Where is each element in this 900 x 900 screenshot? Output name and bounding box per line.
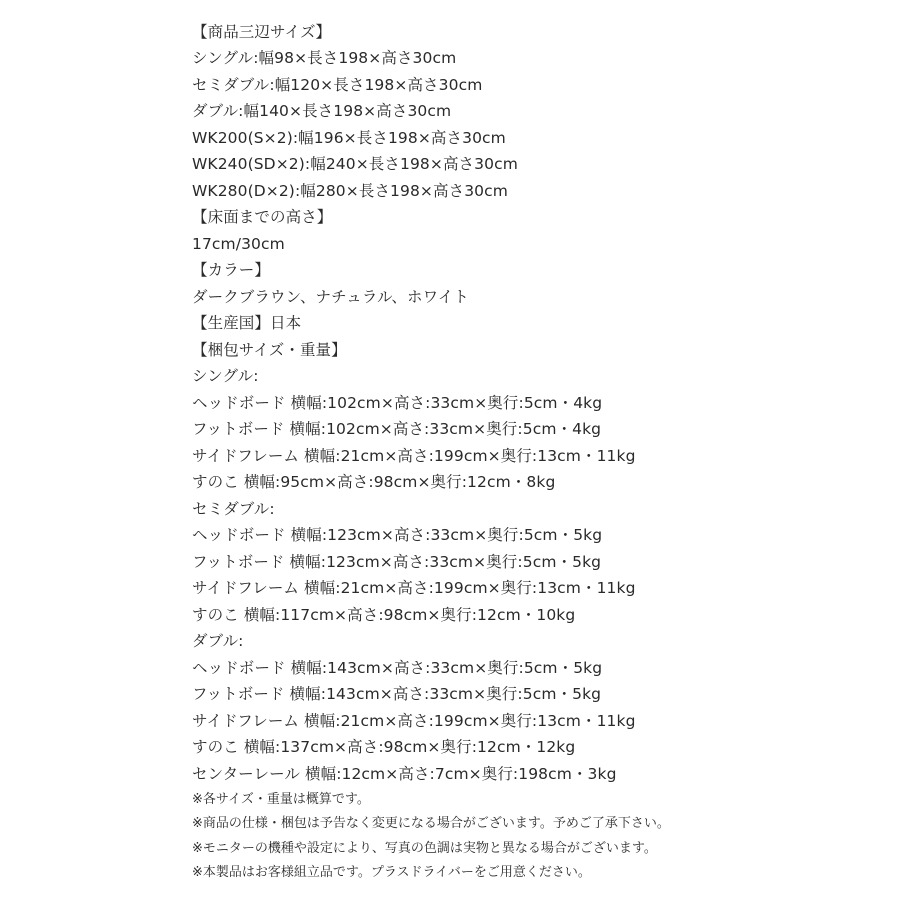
color-value: ダークブラウン、ナチュラル、ホワイト: [192, 288, 469, 306]
package-double-label: ダブル:: [192, 632, 244, 650]
note-monitor-color: ※モニターの機種や設定により、写真の色調は実物と異なる場合がございます。: [192, 841, 657, 856]
package-single-side-frame: サイドフレーム 横幅:21cm×高さ:199cm×奥行:13cm・11kg: [192, 447, 636, 465]
note-spec-change: ※商品の仕様・梱包は予告なく変更になる場合がございます。予めご了承下さい。: [192, 816, 670, 831]
origin-line: 【生産国】日本: [192, 314, 302, 332]
package-semi-double-side-frame: サイドフレーム 横幅:21cm×高さ:199cm×奥行:13cm・11kg: [192, 579, 636, 597]
package-semi-double-slats: すのこ 横幅:117cm×高さ:98cm×奥行:12cm・10kg: [192, 606, 576, 624]
dimension-single: シングル:幅98×長さ198×高さ30cm: [192, 49, 457, 67]
dimension-wk240: WK240(SD×2):幅240×長さ198×高さ30cm: [192, 155, 518, 173]
package-double-footboard: フットボード 横幅:143cm×高さ:33cm×奥行:5cm・5kg: [192, 685, 602, 703]
dimensions-heading: 【商品三辺サイズ】: [192, 23, 332, 41]
dimension-semi-double: セミダブル:幅120×長さ198×高さ30cm: [192, 76, 483, 94]
dimension-double: ダブル:幅140×長さ198×高さ30cm: [192, 102, 452, 120]
package-semi-double-label: セミダブル:: [192, 500, 275, 518]
package-double-side-frame: サイドフレーム 横幅:21cm×高さ:199cm×奥行:13cm・11kg: [192, 712, 636, 730]
package-single-label: シングル:: [192, 367, 259, 385]
note-assembly: ※本製品はお客様組立品です。プラスドライバーをご用意ください。: [192, 865, 591, 880]
floor-height-heading: 【床面までの高さ】: [192, 208, 333, 226]
dimension-wk200: WK200(S×2):幅196×長さ198×高さ30cm: [192, 129, 506, 147]
note-approximate: ※各サイズ・重量は概算です。: [192, 792, 370, 807]
package-single-headboard: ヘッドボード 横幅:102cm×高さ:33cm×奥行:5cm・4kg: [192, 394, 603, 412]
package-single-slats: すのこ 横幅:95cm×高さ:98cm×奥行:12cm・8kg: [192, 473, 556, 491]
dimension-wk280: WK280(D×2):幅280×長さ198×高さ30cm: [192, 182, 508, 200]
package-double-headboard: ヘッドボード 横幅:143cm×高さ:33cm×奥行:5cm・5kg: [192, 659, 603, 677]
package-semi-double-headboard: ヘッドボード 横幅:123cm×高さ:33cm×奥行:5cm・5kg: [192, 526, 603, 544]
package-double-center-rail: センターレール 横幅:12cm×高さ:7cm×奥行:198cm・3kg: [192, 765, 617, 783]
package-semi-double-footboard: フットボード 横幅:123cm×高さ:33cm×奥行:5cm・5kg: [192, 553, 602, 571]
package-single-footboard: フットボード 横幅:102cm×高さ:33cm×奥行:5cm・4kg: [192, 420, 602, 438]
floor-height-value: 17cm/30cm: [192, 235, 285, 253]
package-double-slats: すのこ 横幅:137cm×高さ:98cm×奥行:12cm・12kg: [192, 738, 576, 756]
package-heading: 【梱包サイズ・重量】: [192, 341, 347, 359]
color-heading: 【カラー】: [192, 261, 271, 279]
